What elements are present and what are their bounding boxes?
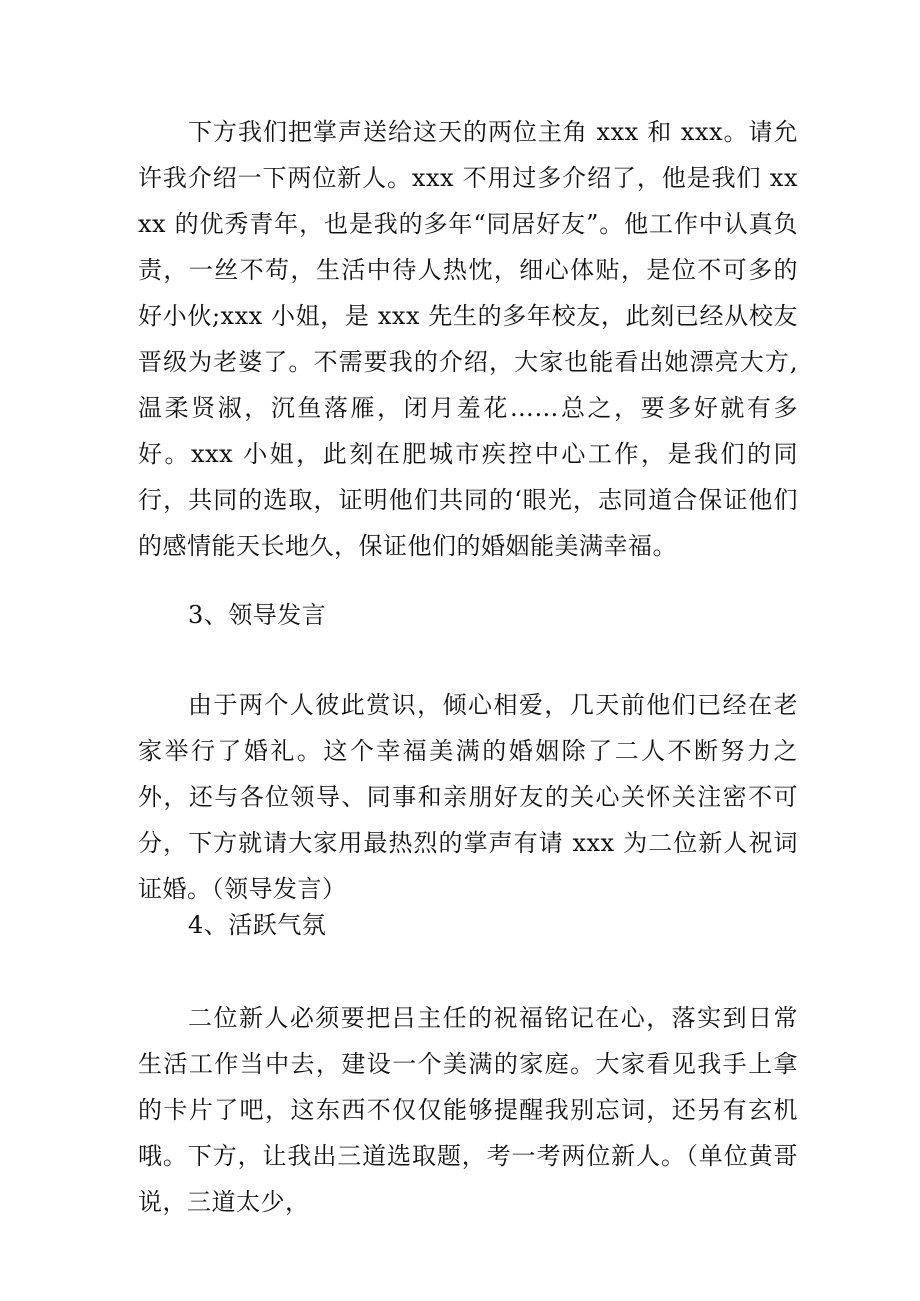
atmosphere-paragraph: 二位新人必须要把吕主任的祝福铭记在心，落实到日常生活工作当中去，建设一个美满的家庭。大家看见我手上拿的卡片了吧，这东西不仅仅能够提醒我别忘词，还另有玄机哦。下方，让我出三道选取题，考一考两位新人。（单位黄哥说，三道太少， bbox=[138, 1004, 798, 1216]
section-heading-leader-speech: 3、领导发言 bbox=[188, 601, 327, 629]
section-heading-atmosphere: 4、活跃气氛 bbox=[188, 911, 327, 939]
leader-speech-paragraph: 由于两个人彼此赏识，倾心相爱，几天前他们已经在老家举行了婚礼。这个幸福美满的婚姻除了二人不断努力之外，还与各位领导、同事和亲朋好友的关心关怀关注密不可分，下方就请大家用最热烈的掌声有请 xxx 为二位新人祝词证婚。（领导发言） bbox=[138, 691, 798, 903]
introduction-paragraph: 下方我们把掌声送给这天的两位主角 xxx 和 xxx。请允许我介绍一下两位新人。xxx 不用过多介绍了，他是我们 xxxx 的优秀青年，也是我的多年“同居好友”。他工作中认真负责，一丝不苟，生活中待人热忱，细心体贴，是位不可多的好小伙;xxx 小姐，是 xxx 先生的多年校友，此刻已经从校友晋级为老婆了。不需要我的介绍，大家也能看出她漂亮大方,温柔贤淑，沉鱼落雁，闭月羞花……总之，要多好就有多好。xxx 小姐，此刻在肥城市疾控中心工作，是我们的同行，共同的选取，证明他们共同的‘眼光，志同道合保证他们的感情能天长地久，保证他们的婚姻能美满幸福。 bbox=[138, 118, 798, 560]
